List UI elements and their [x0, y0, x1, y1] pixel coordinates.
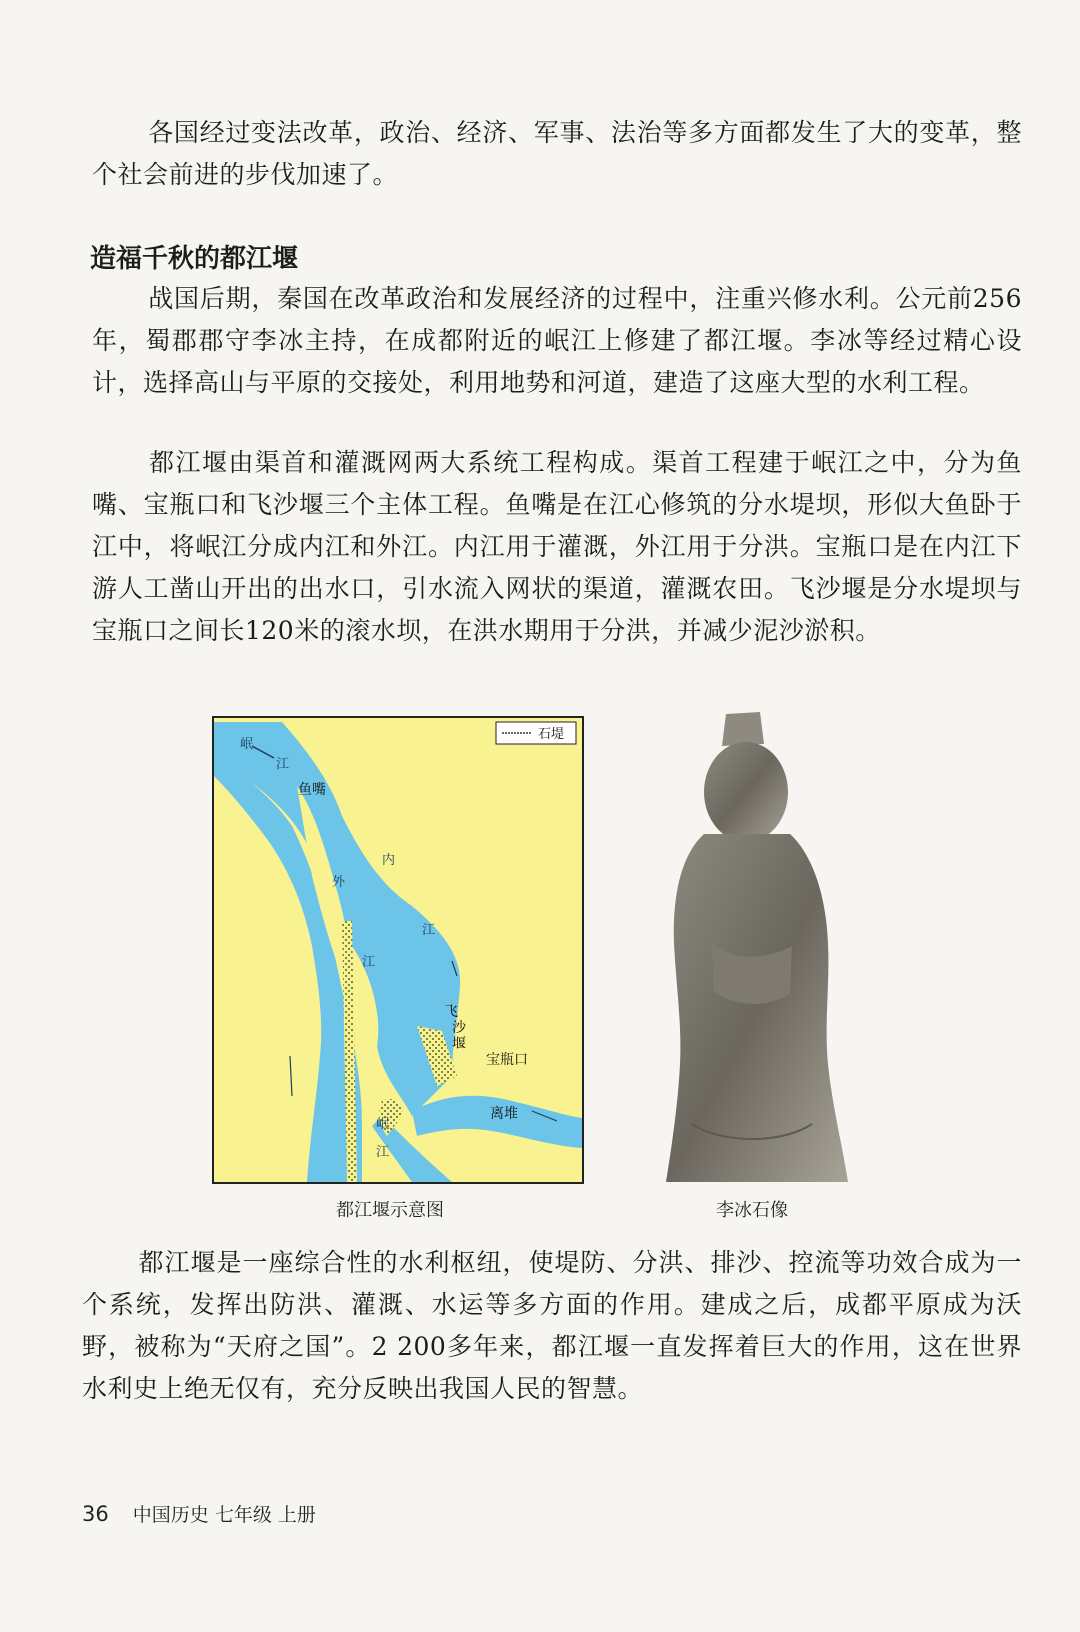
label-feishayan: 飞沙堰 — [444, 1004, 466, 1052]
paragraph-significance: 都江堰是一座综合性的水利枢纽，使堤防、分洪、排沙、控流等功效合成为一个系统，发挥出防洪、灌溉、水运等多方面的作用。建成之后，成都平原成为沃野，被称为“天府之国”。2 200多年来，都江堰一直发挥着巨大的作用，这在世界水利史上绝无仅有，充分反映出我国人民的智慧。 — [82, 1248, 1022, 1403]
label-lidui: 离堆 — [490, 1106, 518, 1122]
label-waijiang: 江 — [362, 955, 376, 970]
dujiangyan-map — [212, 716, 584, 1184]
label-yuzui: 鱼嘴 — [298, 782, 326, 798]
label-min3: 岷 — [376, 1117, 390, 1132]
paragraph-dujiangyan-structure: 都江堰由渠首和灌溉网两大系统工程构成。渠首工程建于岷江之中，分为鱼嘴、宝瓶口和飞沙堰三个主体工程。鱼嘴是在江心修筑的分水堤坝，形似大鱼卧于江中，将岷江分成内江和外江。内江用于灌溉，外江用于分洪。宝瓶口是在内江下游人工凿山开出的出水口，引水流入网状的渠道，灌溉农田。飞沙堰是分水堤坝与宝瓶口之间长120米的滚水坝，在洪水期用于分洪，并减少泥沙淤积。 — [92, 448, 1022, 645]
section-heading: 造福千秋的都江堰 — [90, 244, 299, 274]
label-min1: 岷 — [240, 737, 254, 752]
book-title: 中国历史 七年级 上册 — [132, 1504, 316, 1526]
paragraph-reform: 各国经过变法改革，政治、经济、军事、法治等多方面都发生了大的变革，整个社会前进的步伐加速了。 — [92, 118, 1022, 189]
label-neijiang: 江 — [422, 923, 436, 938]
li-bing-statue-image — [652, 704, 852, 1184]
map-caption: 都江堰示意图 — [336, 1200, 444, 1221]
page-footer — [82, 1500, 316, 1527]
label-baopingkou: 宝瓶口 — [486, 1052, 528, 1068]
paragraph-qin-irrigation: 战国后期，秦国在改革政治和发展经济的过程中，注重兴修水利。公元前256年，蜀郡郡守李冰主持，在成都附近的岷江上修建了都江堰。李冰等经过精心设计，选择高山与平原的交接处，利用地势和河道，建造了这座大型的水利工程。 — [92, 284, 1022, 397]
label-min4: 江 — [376, 1145, 390, 1160]
label-wai: 外 — [332, 875, 346, 890]
statue-caption: 李冰石像 — [716, 1200, 788, 1221]
label-min2: 江 — [276, 757, 290, 772]
legend-label: 石堤 — [538, 727, 565, 742]
page-number: 36 — [82, 1502, 109, 1526]
label-nei: 内 — [382, 853, 396, 868]
